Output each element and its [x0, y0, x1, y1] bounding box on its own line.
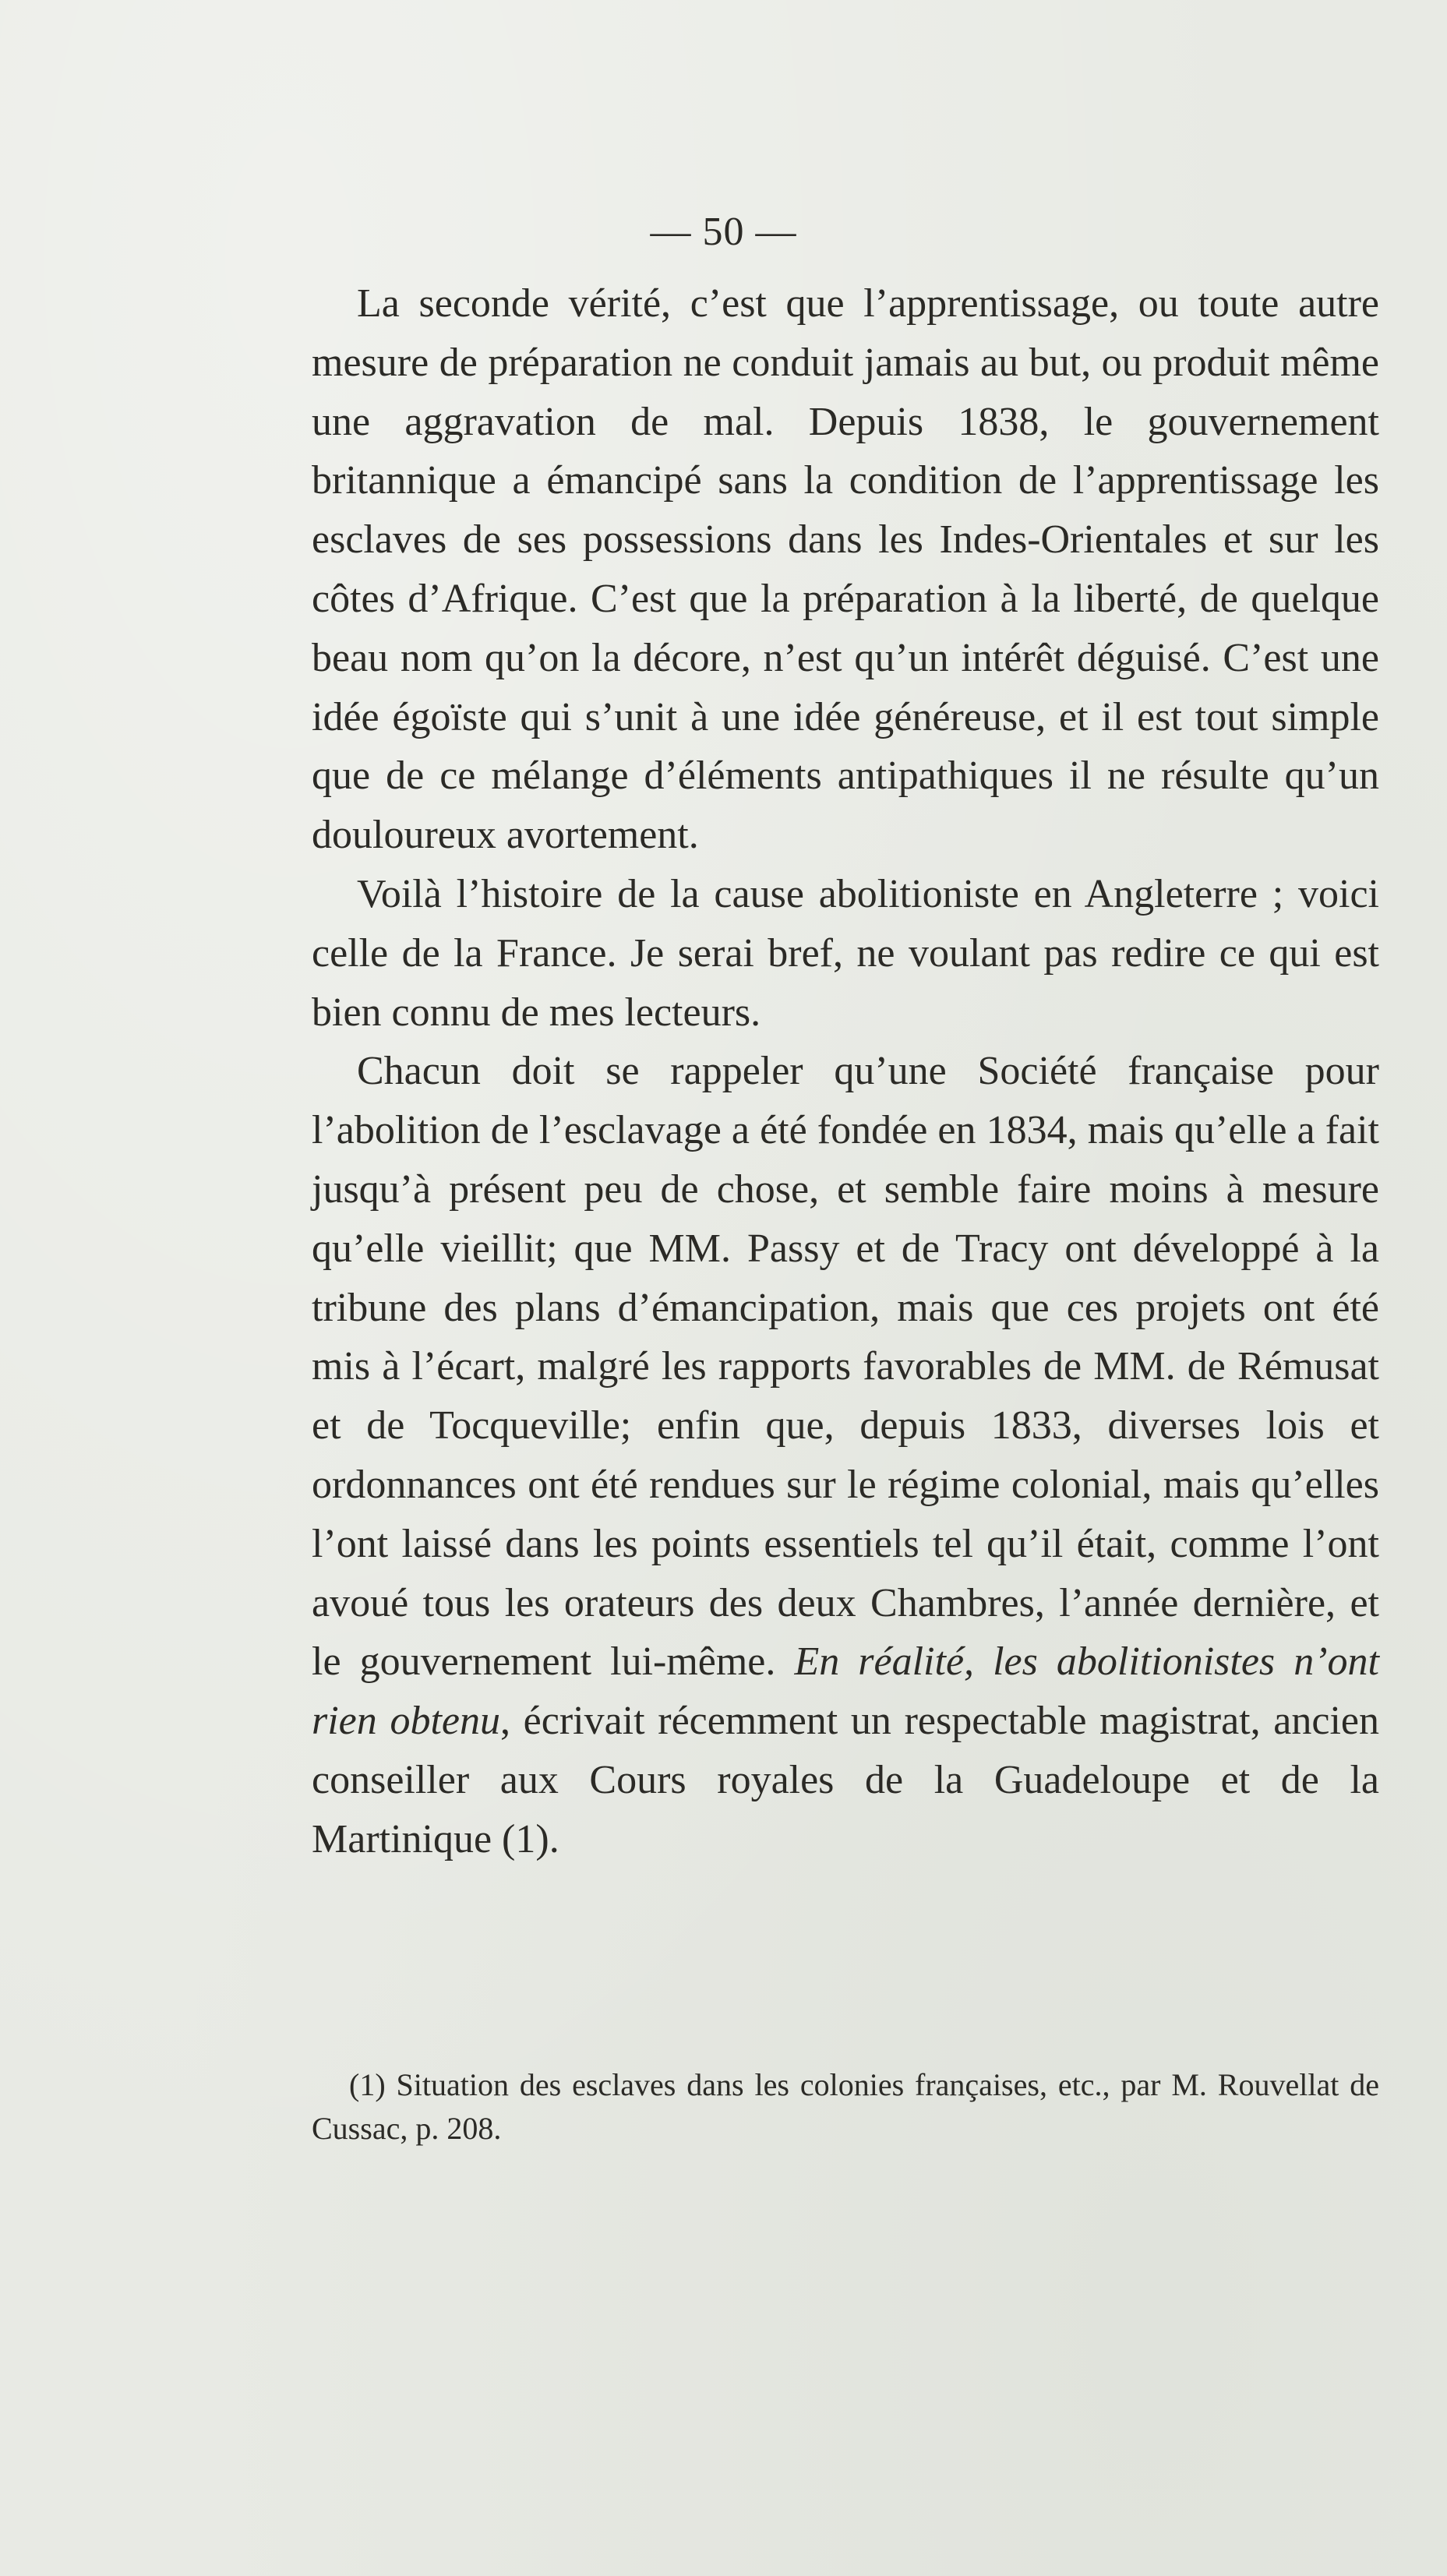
italic-quotation: En réalité, les abolitionistes n’ont rien obtenu [312, 1639, 1379, 1744]
body-text [312, 274, 1379, 1869]
page-number: — 50 — [650, 210, 797, 254]
paragraph-text-after: , écrivait récemment un respectable magistrat, ancien conseiller aux Cours royales de la Guadeloupe et de la Martinique (1). [312, 1699, 1379, 1861]
footnote-1: (1) Situation des esclaves dans les colonies françaises, etc., par M. Rouvellat de Cussac, p. 208. [312, 2067, 1379, 2146]
footnotes [312, 2063, 1379, 2151]
paragraph-apprentissage: La seconde vérité, c’est que l’apprentissage, ou toute autre mesure de préparation ne conduit jamais au but, ou produit même une aggravation de mal. Depuis 1838, le gouvernement britannique a émancipé sans la condition de l’apprentissage les esclaves de ses possessions dans les Indes-Orientales et sur les côtes d’Afrique. C’est que la préparation à la liberté, de quelque beau nom qu’on la décore, n’est qu’un intérêt déguisé. C’est une idée égoïste qui s’unit à une idée généreuse, et il est tout simple que de ce mélange d’éléments antipathiques il ne résulte qu’un douloureux avortement. [312, 281, 1379, 858]
paragraph-societe-francaise [312, 1042, 1379, 1868]
paragraph-text-before: Chacun doit se rappeler qu’une Société française pour l’abolition de l’esclavage a été fondée en 1834, mais qu’elle a fait jusqu’à présent peu de chose, et semble faire moins à mesure qu’elle vieillit; que MM. Passy et de Tracy ont développé à la tribune des plans d’émancipation, mais que ces projets ont été mis à l’écart, malgré les rapports favorables de MM. de Rémusat et de Tocqueville; enfin que, depuis 1833, diverses lois et ordonnances ont été rendues sur le régime colonial, mais qu’elles l’ont laissé dans les points essentiels tel qu’il était, comme l’ont avoué tous les orateurs des deux Chambres, l’année dernière, et le gouvernement lui-même. [312, 1049, 1379, 1685]
paragraph-histoire: Voilà l’histoire de la cause abolitioniste en Angleterre ; voici celle de la France. Je serai bref, ne voulant pas redire ce qui est bien connu de mes lecteurs. [312, 871, 1379, 1035]
